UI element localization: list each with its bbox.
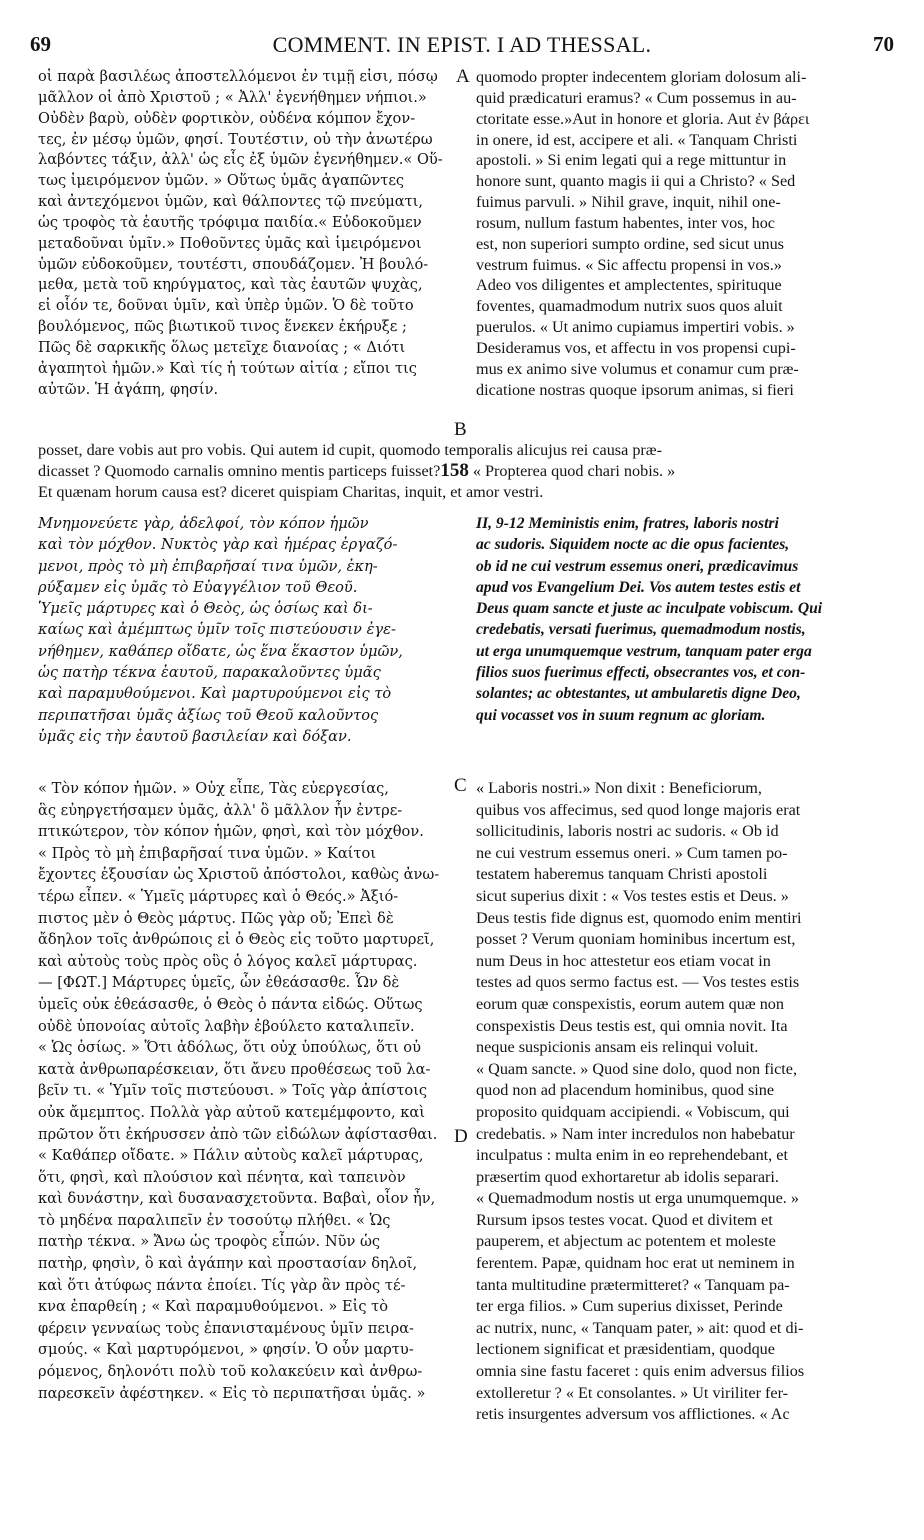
page-number-right: 70 xyxy=(873,32,894,56)
latin-line: quibus vos affecimus, sed quod longe majoris erat xyxy=(476,800,801,819)
greek-line: τως ἱμειρόμενον ὑμῶν. » Οὕτως ὑμᾶς ἀγαπῶντες xyxy=(38,172,405,190)
greek-line: ὅτι, φησὶ, καὶ πλούσιον καὶ πένητα, καὶ ταπεινὸν xyxy=(38,1168,406,1186)
scripture-line: Μνημονεύετε γὰρ, ἀδελφοί, τὸν κόπον ἡμῶν xyxy=(38,515,369,532)
latin-line: neque suspicionis ansam eis relinqui voluit. xyxy=(476,1038,759,1057)
latin-line: est, non superiori sumpto ordine, sed sicut unus xyxy=(476,234,784,253)
scripture-line: ὑμᾶς εἰς τὴν ἑαυτοῦ βασιλείαν καὶ δόξαν. xyxy=(38,727,352,745)
greek-line: « Πρὸς τὸ μὴ ἐπιβαρῆσαί τινα ὑμῶν. » Καίτοι xyxy=(38,844,376,862)
greek-line: Πῶς δὲ σαρκικῆς ὅλως μετεῖχε διανοίας ; « Διότι xyxy=(38,338,406,356)
column-number-158: 158 xyxy=(440,459,469,481)
scripture-line: solantes; ac obtestantes, ut ambularetis digne Deo, xyxy=(476,685,801,703)
latin-line: sicut superius dixit : « Vos testes estis et Deus. » xyxy=(476,886,789,905)
greek-line: ρόμενος, δηλονότι πολὺ τοῦ κολακεύειν καὶ ἀνθρω- xyxy=(38,1363,423,1381)
latin-line: credebatis. » Nam inter incredulos non habebatur xyxy=(476,1124,795,1143)
greek-line: καὶ δυνάστην, καὶ δυσανασχετοῦντα. Βαβαὶ, οἷον ἦν, xyxy=(38,1190,436,1208)
scripture-line: credebatis, versati fuerimus, quemadmodum nostis, xyxy=(476,621,806,639)
greek-line: καὶ αὐτοὺς τοὺς πρὸς οὓς ὁ λόγος καλεῖ μάρτυρας. xyxy=(38,952,418,970)
latin-line: retis insurgentes adversum vos afflictiones. « Ac xyxy=(476,1405,790,1424)
latin-scripture xyxy=(476,513,892,726)
greek-column-top xyxy=(38,67,458,401)
latin-line: omnia sine fastu faceret : quis enim adversus filios xyxy=(476,1362,805,1381)
greek-line: ὡς τροφὸς τὰ ἑαυτῆς τρόφιμα παιδία.« Εὐδοκοῦμεν xyxy=(38,213,422,231)
latin-line: proposito quidquam accipiendi. « Vobiscum, qui xyxy=(476,1102,790,1121)
latin-line: inculpatus : multa enim in eo reprehendebant, et xyxy=(476,1146,788,1165)
greek-line: οὐδὲ ὑπονοίας αὐτοῖς λαβὴν ἐβούλετο καταλιπεῖν. xyxy=(38,1017,415,1035)
latin-line: foventes, quamadmodum nutrix suos quos aluit xyxy=(476,297,783,316)
latin-line: « Quemadmodum nostis ut erga unumquemque. » xyxy=(476,1189,799,1208)
full-line-text: dicasset ? Quomodo carnalis omnino mentis particeps fuisset? xyxy=(38,461,441,480)
latin-line: ne cui vestrum essemus oneri. » Cum tamen po- xyxy=(476,843,788,862)
greek-line: κατὰ ἀνθρωπαρέσκειαν, ὅτι ἄνευ προθέσεως τοῦ λα- xyxy=(38,1060,431,1078)
greek-scripture xyxy=(38,513,458,747)
scripture-line: qui vocasset vos in suum regnum ac gloriam. xyxy=(476,706,766,724)
scripture-line: καὶ παραμυθούμενοι. Καὶ μαρτυρούμενοι εἰς τὸ xyxy=(38,685,392,703)
page-number-left: 69 xyxy=(30,32,51,56)
greek-line: εἰ οἷόν τε, δοῦναι ὑμῖν, καὶ ὑπὲρ ὑμῶν. Ὁ δὲ τοῦτο xyxy=(38,297,414,315)
greek-line: τες, ἐν μέσῳ ὑμῶν, φησί. Τουτέστιν, οὐ τὴν ἀνωτέρω xyxy=(38,130,433,148)
latin-line: ctoritate esse.»Aut in honore et gloria. Aut ἐν βάρει xyxy=(476,109,810,128)
scripture-line: Deus quam sancte et juste ac inculpate vobiscum. Qui xyxy=(476,600,823,618)
greek-line: « Καθάπερ οἴδατε. » Πάλιν αὐτοὺς καλεῖ μάρτυρας, xyxy=(38,1147,424,1165)
scripture-line: filios suos fuerimus effecti, obsecrantes vos, et con- xyxy=(476,664,806,682)
scripture-line: apud vos Evangelium Dei. Vos autem testes estis et xyxy=(476,578,801,596)
latin-line: fuimus parvuli. » Nihil grave, inquit, nihil one- xyxy=(476,193,781,212)
greek-line: σμούς. « Καὶ μαρτυρόμενοι, » φησίν. Ὁ οὖν μαρτυ- xyxy=(38,1341,414,1359)
latin-column-top xyxy=(476,67,892,401)
greek-line: φέρειν γενναίως τοὺς ἐπανισταμένους ὑμῖν πειρα- xyxy=(38,1319,414,1337)
scripture-line: ut erga unumquemque vestrum, tanquam pater erga xyxy=(476,642,812,660)
greek-line: μεθα, μετὰ τοῦ κηρύγματος, καὶ τὰς ἑαυτῶν ψυχὰς, xyxy=(38,276,423,294)
scripture-line: ὡς πατὴρ τέκνα ἑαυτοῦ, παρακαλοῦντες ὑμᾶς xyxy=(38,664,381,682)
scripture-line: περιπατῆσαι ὑμᾶς ἀξίως τοῦ Θεοῦ καλοῦντος xyxy=(38,706,379,724)
latin-line: testatem haberemus tanquam Christi apostoli xyxy=(476,865,768,884)
latin-line: mus ex animo sive volumus et conamur cum præ- xyxy=(476,359,799,378)
margin-letter-a: A xyxy=(456,66,470,87)
latin-line: quid prædicaturi eramus? « Cum possemus in au- xyxy=(476,88,797,107)
greek-line: πατὴρ, φησὶν, ὃ καὶ ἀγάπην καὶ προστασίαν δηλοῖ, xyxy=(38,1255,418,1273)
greek-line: ὑμεῖς οὐκ ἐθεάσασθε, ὁ Θεὸς ὁ πάντα εἰδώς. Οὕτως xyxy=(38,995,423,1013)
greek-line: μεταδοῦναι ὑμῖν.» Ποθοῦντες ὑμᾶς καὶ ἱμειρόμενοι xyxy=(38,234,422,252)
latin-line: Deus testis fide dignus est, quomodo enim mentiri xyxy=(476,908,802,927)
latin-line: Rursum ipsos testes vocat. Quod et divitem et xyxy=(476,1210,773,1229)
latin-column-bottom xyxy=(476,778,892,1426)
greek-column-bottom xyxy=(38,778,458,1404)
latin-line: quod non ad placendum hominibus, quod sine xyxy=(476,1081,775,1100)
greek-line: μᾶλλον οἱ ἀπὸ Χριστοῦ ; « Ἀλλ' ἐγενήθημεν νήπιοι.» xyxy=(38,88,427,106)
greek-line: πρῶτον ὅτι ἐκήρυσσεν ἀπὸ τῶν εἰδώλων ἀφίστασθαι. xyxy=(38,1125,438,1143)
greek-line: « Ὡς ὁσίως. » Ὅτι ἀδόλως, ὅτι οὐχ ὑπούλως, ὅτι οὐ xyxy=(38,1039,421,1057)
latin-line: quomodo propter indecentem gloriam dolosum ali- xyxy=(476,68,807,86)
latin-line: apostoli. » Si enim legati qui a rege mittuntur in xyxy=(476,151,787,170)
margin-letter-d: D xyxy=(454,1126,468,1147)
scripture-line: νήθημεν, καθάπερ οἴδατε, ὡς ἕνα ἕκαστον ὑμῶν, xyxy=(38,642,403,660)
running-title: COMMENT. IN EPIST. I AD THESSAL. xyxy=(272,32,652,57)
greek-line: πιστος μὲν ὁ Θεὸς μάρτυς. Πῶς γὰρ οὔ; Ἐπεὶ δὲ xyxy=(38,909,394,927)
latin-line: Desideramus vos, et affectu in vos propensi cupi- xyxy=(476,338,796,357)
scripture-line: καίως καὶ ἀμέμπτως ὑμῖν τοῖς πιστεύουσιν ἐγε- xyxy=(38,621,396,639)
latin-line: eorum quæ conspexistis, eorum autem quæ non xyxy=(476,994,784,1013)
latin-line: num Deus in hoc attestetur eos etiam vocat in xyxy=(476,951,771,970)
latin-line: Adeo vos diligentes et amplectentes, spirituque xyxy=(476,276,782,295)
latin-line: testes ad quos sermo factus est. — Vos testes estis xyxy=(476,973,800,992)
scripture-line: μενοι, πρὸς τὸ μὴ ἐπιβαρῆσαί τινα ὑμῶν, ἐκη- xyxy=(38,557,378,575)
latin-line: posset ? Verum quoniam hominibus incertum est, xyxy=(476,930,796,949)
greek-line: βεῖν τι. « Ὑμῖν τοῖς πιστεύουσι. » Τοῖς γὰρ ἀπίστοις xyxy=(38,1082,428,1100)
greek-line: ὑμῶν εὐδοκοῦμεν, τουτέστι, σπουδάζομεν. Ἠ βουλό- xyxy=(38,255,429,273)
greek-line: πτικώτερον, τὸν κόπον ἡμῶν, φησὶ, καὶ τὸν μόχθον. xyxy=(38,823,424,841)
latin-line: tanta multitudine prætermitteret? « Tanquam pa- xyxy=(476,1275,790,1294)
latin-line: ter erga filios. » Cum superius dixisset, Perinde xyxy=(476,1297,783,1316)
margin-letter-c: C xyxy=(454,775,467,796)
greek-line: τέρω εἶπεν. « Ὑμεῖς μάρτυρες καὶ ὁ Θεός.» Ἀξιό- xyxy=(38,887,399,905)
latin-line: « Laboris nostri.» Non dixit : Beneficiorum, xyxy=(476,779,762,797)
scripture-line: II, 9-12 Meministis enim, fratres, laboris nostri xyxy=(476,515,779,532)
greek-line: ἄδηλον τοῖς ἀνθρώποις εἰ ὁ Θεὸς εἰς τοῦτο μαρτυρεῖ, xyxy=(38,931,435,949)
scripture-line: ρύξαμεν εἰς ὑμᾶς τὸ Εὐαγγέλιον τοῦ Θεοῦ. xyxy=(38,578,358,596)
greek-line: βουλόμενος, πῶς βιωτικοῦ τινος ἕνεκεν ἐκήρυξε ; xyxy=(38,318,407,336)
latin-line: pauperem, et abjectum ac potentem et moleste xyxy=(476,1232,776,1251)
latin-line: honore sunt, quanto magis ii qui a Christo? « Sed xyxy=(476,172,796,191)
running-header xyxy=(30,32,894,66)
greek-line: ἃς εὐηργετήσαμεν ὑμᾶς, ἀλλ' ὃ μᾶλλον ἦν ἐντρε- xyxy=(38,801,403,819)
latin-line: puerulos. « Ut animo cupiamus impertiri vobis. » xyxy=(476,318,795,337)
margin-letter-b: B xyxy=(454,419,467,440)
greek-line: κνα ἐπαρθείη ; « Καὶ παραμυθούμενοι. » Εἰς τὸ xyxy=(38,1298,389,1316)
latin-line: rosum, nullum fastum habentes, inter vos, hoc xyxy=(476,213,775,232)
greek-line: ἔχοντες ἐξουσίαν ὡς Χριστοῦ ἀπόστολοι, καθὼς ἀνω- xyxy=(38,866,440,884)
latin-line: extolleretur ? « Et consolantes. » Ut viriliter fer- xyxy=(476,1383,789,1402)
greek-line: παρεσκεῖν ἀφέστηκεν. « Εἰς τὸ περιπατῆσαι ὑμᾶς. » xyxy=(38,1384,426,1402)
latin-line: in onere, id est, accipere et ali. « Tanquam Christi xyxy=(476,130,798,149)
greek-line: οἱ παρὰ βασιλέως ἀποστελλόμενοι ἐν τιμῇ εἰσι, πόσῳ xyxy=(38,68,438,85)
greek-line: « Τὸν κόπον ἡμῶν. » Οὐχ εἶπε, Τὰς εὐεργεσίας, xyxy=(38,780,389,797)
greek-line: — [ΦΩΤ.] Μάρτυρες ὑμεῖς, ὧν ἐθεάσασθε. Ὧν δὲ xyxy=(38,974,400,992)
scripture-line: καὶ τὸν μόχθον. Νυκτὸς γὰρ καὶ ἡμέρας ἐργαζό- xyxy=(38,536,398,554)
greek-line: καὶ ἀντεχόμενοι ὑμῶν, καὶ θάλποντες τῷ πνεύματι, xyxy=(38,193,424,211)
full-line: posset, dare vobis aut pro vobis. Qui autem id cupit, quomodo temporalis alicujus rei causa præ- xyxy=(38,441,662,459)
scripture-line: ac sudoris. Siquidem nocte ac die opus facientes, xyxy=(476,536,790,554)
latin-line: « Quam sancte. » Quod sine dolo, quod non ficte, xyxy=(476,1059,797,1078)
full-line: Et quænam horum causa est? diceret quispiam Charitas, inquit, et amor vestri. xyxy=(38,482,544,501)
greek-line: οὐκ ἄμεμπτος. Πολλὰ γὰρ αὐτοῦ κατεμέμφοντο, καὶ xyxy=(38,1103,425,1121)
scripture-line: ob id ne cui vestrum essemus oneri, prædicavimus xyxy=(476,557,799,575)
greek-line: ἀγαπητοὶ ἡμῶν.» Καὶ τίς ἡ τούτων αἰτία ; εἴποι τις xyxy=(38,359,417,377)
latin-line: ferentem. Papæ, quidnam hoc erat ut neminem in xyxy=(476,1254,795,1273)
greek-line: λαβόντες τάξιν, ἀλλ' ὡς εἷς ἐξ ὑμῶν ἐγενήθημεν.« Οὕ- xyxy=(38,151,443,169)
greek-line: πατὴρ τέκνα. » Ἄνω ὡς τροφὸς εἶπών. Νῦν ὡς xyxy=(38,1233,381,1251)
latin-line: vestrum fuimus. « Sic affectu propensi in vos.» xyxy=(476,255,782,274)
scripture-line: Ὑμεῖς μάρτυρες καὶ ὁ Θεὸς, ὡς ὁσίως καὶ δι- xyxy=(38,600,373,618)
latin-line: sollicitudinis, laboris nostri ac sudoris. « Ob id xyxy=(476,822,779,841)
latin-line: dicatione nostras quoque ipsorum animas, si fieri xyxy=(476,380,794,399)
greek-line: τὸ μηδένα παραλιπεῖν ἐν τοσούτῳ πλήθει. « Ὡς xyxy=(38,1211,391,1229)
greek-line: καὶ ὅτι ἀτύφως πάντα ἐποίει. Τίς γὰρ ἂν πρὸς τέ- xyxy=(38,1276,406,1294)
greek-line: Οὐδὲν βαρὺ, οὐδὲν φορτικὸν, οὐδένα κόμπον ἔχον- xyxy=(38,109,416,127)
latin-line: ac nutrix, nunc, « Tanquam pater, » ait: quod et di- xyxy=(476,1318,804,1337)
col158-text: « Propterea quod chari nobis. » xyxy=(468,461,676,480)
latin-line: lectionem significat et præsidentiam, quodque xyxy=(476,1340,775,1359)
full-line xyxy=(38,461,894,482)
latin-line: conspexistis Deus testis est, qui omnia novit. Ita xyxy=(476,1016,788,1035)
full-width-text xyxy=(38,440,894,503)
greek-line: αὐτῶν. Ἡ ἀγάπη, φησίν. xyxy=(38,380,219,398)
latin-line: præsertim quod exhortaretur ab idolis separari. xyxy=(476,1167,779,1186)
